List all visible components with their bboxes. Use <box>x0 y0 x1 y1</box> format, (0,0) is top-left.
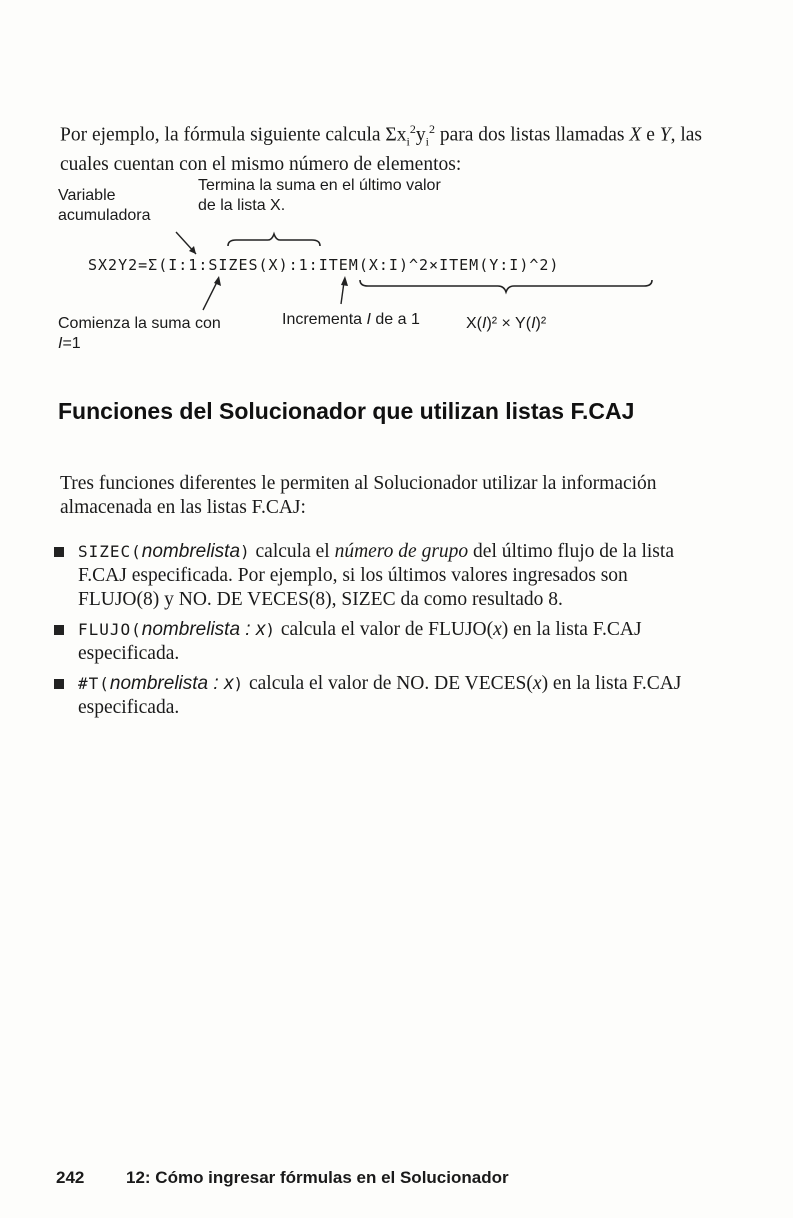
list-item-sizec <box>52 540 712 612</box>
intro-paragraph: Por ejemplo, la fórmula siguiente calcula $\Sigma x_i^2y_i^2$ para dos listas llamadas X e Y, las cuales cuentan con el mismo número de elementos: <box>60 122 703 176</box>
list-item-t <box>52 672 712 720</box>
chapter-title: 12: Cómo ingresar fórmulas en el Solucionador <box>126 1168 509 1187</box>
label-variable-acumuladora: Variable acumuladora <box>58 187 151 224</box>
label-termina-suma: Termina la suma en el último valor de la lista X. <box>198 177 441 214</box>
label-comienza-text: Comienza la suma con <box>58 315 221 332</box>
function-list <box>52 540 712 726</box>
brace-sizes <box>228 234 320 246</box>
diagram-arrows <box>0 0 793 340</box>
item-emphasis: x <box>532 673 542 694</box>
intro-text-4: , las cuales cuentan con el mismo número de elementos: <box>60 124 703 176</box>
label-incrementa-text: Incrementa <box>282 311 367 328</box>
function-close: ) <box>240 542 251 561</box>
label-product-c: )² <box>535 315 547 332</box>
item-text-2: ) en la lista F.CAJ especificada. <box>78 673 682 718</box>
label-product-b: )² × Y( <box>486 315 532 332</box>
function-arg: nombrelista : x <box>109 673 234 694</box>
section-title: Funciones del Solucionador que utilizan listas F.CAJ <box>58 398 635 424</box>
label-comienza-eq: =1 <box>62 335 81 352</box>
function-name: #T( <box>78 674 110 693</box>
bullet-square-icon <box>54 679 64 689</box>
label-comienza <box>58 314 258 354</box>
intro-var-x: X <box>629 124 642 146</box>
intro-var-y: Y <box>659 124 671 146</box>
intro-text: Por ejemplo, la fórmula siguiente calcula Σx <box>60 124 407 146</box>
label-incrementa-var: I <box>366 311 371 328</box>
label-comienza-var: I <box>58 335 63 352</box>
bullet-square-icon <box>54 547 64 557</box>
label-product-var-1: I <box>482 315 487 332</box>
item-text-2: ) en la lista F.CAJ especificada. <box>78 619 642 664</box>
label-product-a: X( <box>466 315 482 332</box>
item-emphasis: número de grupo <box>334 541 469 562</box>
intro-text-3: e <box>641 124 660 146</box>
underbrace-item <box>360 280 652 292</box>
item-emphasis: x <box>493 619 502 640</box>
function-close: ) <box>233 674 245 693</box>
list-item-flujo <box>52 618 712 666</box>
label-incrementa-text-2: de a 1 <box>370 311 420 328</box>
label-incrementa <box>282 310 420 330</box>
solver-formula: SX2Y2=Σ(I:1:SIZES(X):1:ITEM(X:I)^2×ITEM(Y:I)^2) <box>88 256 560 274</box>
function-arg: nombrelista : x <box>141 619 266 640</box>
intro-text-2: para dos listas llamadas <box>434 124 630 146</box>
function-close: ) <box>265 620 276 639</box>
arrow-comienza <box>203 280 218 310</box>
function-name: SIZEC( <box>78 542 142 561</box>
page-footer <box>56 1168 509 1188</box>
item-text-2: del último flujo de la lista F.CAJ especificada. Por ejemplo, si los últimos valores ingresados son FLUJO(8) y NO. DE VECES(8), SIZEC da como resultado 8. <box>78 541 674 610</box>
item-text: calcula el valor de FLUJO( <box>275 619 494 640</box>
function-name: FLUJO( <box>78 620 142 639</box>
label-product-var-2: I <box>531 315 536 332</box>
bullet-square-icon <box>54 625 64 635</box>
arrowhead-incrementa <box>341 276 348 286</box>
item-text: calcula el valor de NO. DE VECES( <box>244 673 533 694</box>
function-arg: nombrelista <box>141 541 241 562</box>
section-paragraph: Tres funciones diferentes le permiten al Solucionador utilizar la información almacenada en las listas F.CAJ: <box>60 473 657 518</box>
intro-text-y: y <box>415 124 426 146</box>
page-number: 242 <box>56 1168 85 1187</box>
item-text: calcula el <box>250 541 335 562</box>
label-product <box>466 314 546 334</box>
